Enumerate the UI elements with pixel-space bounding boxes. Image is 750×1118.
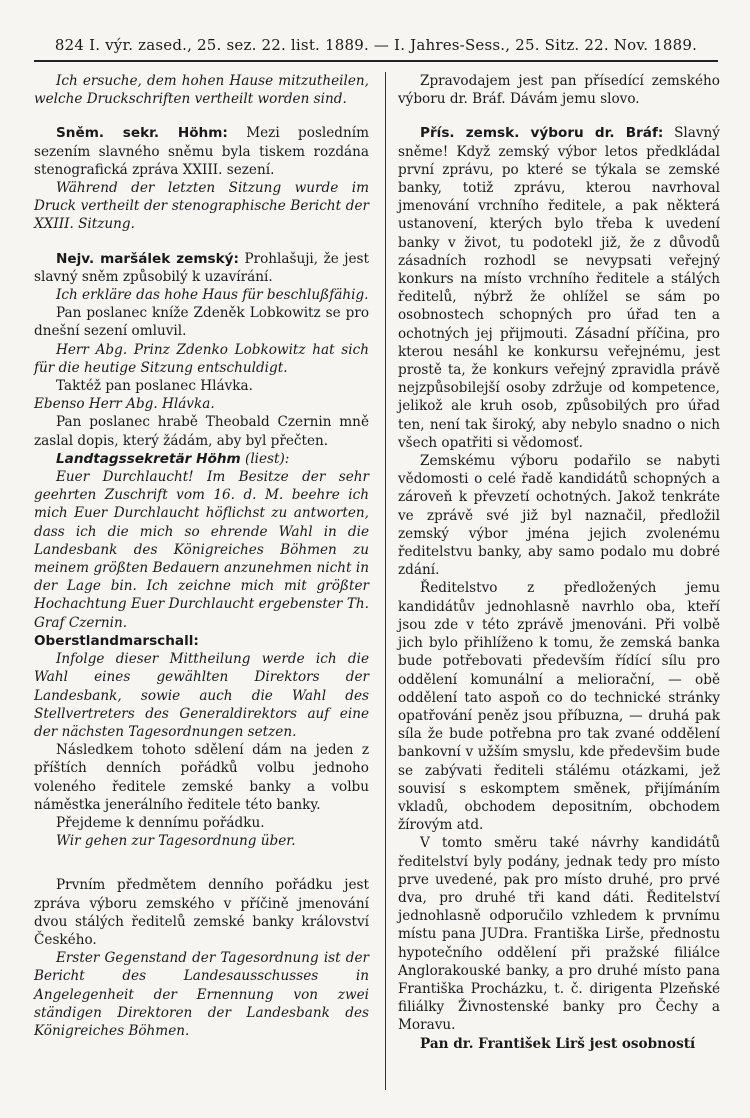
paragraph-text: Herr Abg. Prinz Zdenko Lobkowitz hat sich für die heutige Sitzung entschuldigt. [34,341,369,376]
paragraph-gap [398,108,720,124]
paragraph-text: Ebenso Herr Abg. Hlávka. [34,396,215,413]
czech-paragraph [34,304,369,340]
running-header: 824 I. výr. zased., 25. sez. 22. list. 1889. — I. Jahres-Sess., 25. Sitz. 22. Nov. 1889. [54,36,698,54]
czech-paragraph [398,579,720,834]
speaker-name: Sněm. sekr. Höhm: [56,125,228,142]
paragraph-text: (liest): [245,450,290,467]
paragraph-text: Zemskému výboru podařilo se nabyti vědomosti o celé řadě kandidátů schopných a zároveň k převzetí ochotných. Jakož tenkráte ve zprávě své již byl naznačil, předložil zemský výbor jména jejich zvolenému ředitelstvu banky, aby samo podalo mu dobré zdání. [398,453,720,579]
paragraph-text: Pan poslanec hrabě Theobald Czernin mně zaslal dopis, který žádám, aby byl přečten. [34,414,369,449]
paragraph-text: Mezi posledním sezením slavného sněmu byla tiskem rozdána stenografická zpráva XXIII. sezení. [34,125,370,178]
paragraph-text: Taktéž pan poslanec Hlávka. [56,378,253,395]
czech-paragraph [34,250,369,286]
paragraph-gap [34,850,369,876]
paragraph-text: Slavný sněme! Když zemský výbor letos předkládal první zprávu, po které se týkala se zemské banky, totiž zprávu, kterou navrhoval jmenování vrchního ředitele, a pak některá ustanovení, kterých bylo třeba k uvedení banky v život, tu podotekl již, že z důvodů zásadních rozhodl se nevypsati veřejný konkurs na místo vrchního ředitele a stálých ředitelů, nýbrž že ohlížel se sám po osobnostech schopných pro úřad ten a ochotných jej přijmouti. Zásadní příčina, pro kterou nesáhl ke konkursu veřejnému, jest prostě ta, že konkurs veřejný zpravidla právě nejzpůsobilejší osoby zdržuje od kompetence, jelikož ale kruh osob, způsobilých pro úřad ten, není tak široký, aby nebylo snadno o nich všech opatřiti si vědomosť. [398,125,720,451]
paragraph-text: Prvním předmětem denního pořádku jest zpráva výboru zemského v příčině jmenování dvou stálých ředitelů zemské banky království Českého. [34,877,369,948]
german-paragraph [34,450,369,468]
paragraph-text: V tomto směru také návrhy kandidátů ředitelství byly podány, jednak tedy pro místo prve uvedené, pak pro místo druhé, pro prvé dva, pro druhé tři kand dáti. Ředitelství jednohlasně odporučilo vzhledem k prvnímu místu pana JUDra. Františka Lirše, přednostu hypotečního oddělení při pražské filiálce Anglorakouské banky, a pro druhé místo pana Františka Procházku, t. č. dirigenta Plzeňské filiálky Živnostenské banky pro Čechy a Moravu. [398,835,720,1034]
german-paragraph [34,341,369,377]
czech-paragraph [398,452,720,579]
paragraph-text: Ich erkläre das hohe Haus für beschlußfähig. [56,287,369,304]
paragraph-text: Pan dr. František Lirš jest osobností [420,1035,696,1052]
left-column [34,72,369,1040]
speaker-name: Oberstlandmarschall: [34,632,199,649]
czech-paragraph [34,741,369,814]
czech-paragraph [398,834,720,1034]
czech-paragraph [34,377,369,395]
paragraph-text: Euer Durchlaucht! Im Besitze der sehr geehrten Zuschrift vom 16. d. M. beehre ich mich Euer Durchlaucht höflichst zu antworten, dass ich die mich so ehrende Wahl in die Landesbank des Königreiches Böhmen zu meinem größten Bedauern anzunehmen nicht in der Lage bin. Ich zeichne mich mit größter Hochachtung Euer Durchlaucht ergebenster Th. Graf Czernin. [34,469,369,631]
czech-paragraph [398,124,720,452]
paragraph-text: Prohlašuji, že jest slavný sněm způsobilý k uzavírání. [34,250,370,285]
czech-paragraph [398,72,720,108]
paragraph-text: Infolge dieser Mittheilung werde ich die Wahl eines gewählten Direktors der Landesbank, sowie auch die Wahl des Stellvertreters des Generaldirektors auf eine der nächsten Tagesordnungen setzen. [34,651,369,740]
german-paragraph [34,286,369,304]
german-paragraph [34,949,369,1040]
paragraph-text: Während der letzten Sitzung wurde im Druck vertheilt der stenographische Bericht der XXIII. Sitzung. [34,180,369,233]
german-paragraph [34,468,369,632]
column-divider [385,72,386,1090]
header-rule [34,60,718,62]
czech-paragraph [34,814,369,832]
paragraph-gap [34,234,369,250]
german-paragraph [34,179,369,234]
paragraph-text: Ich ersuche, dem hohen Hause mitzutheilen, welche Druckschriften vertheilt worden sind. [34,73,369,108]
german-paragraph [34,72,369,108]
czech-paragraph [34,124,369,179]
paragraph-text: Přejdeme k dennímu pořádku. [56,814,265,831]
paragraph-text: Následkem tohoto sdělení dám na jeden z příštích denních pořádků volbu jednoho voleného ředitele zemské banky a volbu náměstka jenerálního ředitele této banky. [34,742,369,813]
speaker-name: Landtagssekretär Höhm [56,450,241,467]
german-paragraph [34,395,369,413]
paragraph-text: Wir gehen zur Tagesordnung über. [56,833,296,850]
paragraph-text: Zpravodajem jest pan přísedící zemského výboru dr. Bráf. Dávám jemu slovo. [398,73,720,108]
paragraph-gap [34,108,369,124]
german-paragraph [34,650,369,741]
czech-paragraph [34,413,369,449]
paragraph-text: Pan poslanec kníže Zdeněk Lobkowitz se pro dnešní sezení omluvil. [34,305,369,340]
czech-paragraph [34,632,369,650]
paragraph-text: Ředitelstvo z předložených jemu kandidátův jednohlasně navrhlo oba, kteří jsou zde v této zprávě jmenováni. Při volbě jich bylo přihlíženo k tomu, že zemská banka bude potřebovati především řídící sílu pro oddělení komunální a meliorační, — obě oddělení tato aspoň co do technické stránky opatřování peněz jsou příbuzna, — druhá pak síla že bude potřebna pro tak zvané oddělení bankovní v užším smyslu, kde předevšim bude se zabývati řediteli stálému otázkami, jež souvisí s eskomptem směnek, přijímáním vkladů, obchodem depositním, obchodem žírovým atd. [398,580,720,834]
speaker-name: Nejv. maršálek zemský: [56,250,239,267]
speaker-name: Přís. zemsk. výboru dr. Bráf: [420,125,664,142]
paragraph-text: Erster Gegenstand der Tagesordnung ist der Bericht des Landesausschusses in Angelegenheit der Ernennung von zwei ständigen Direktoren der Landesbank des Königreiches Böhmen. [34,950,369,1039]
czech-paragraph [34,876,369,949]
right-column [398,72,720,1053]
czech-paragraph [398,1035,720,1053]
german-paragraph [34,832,369,850]
